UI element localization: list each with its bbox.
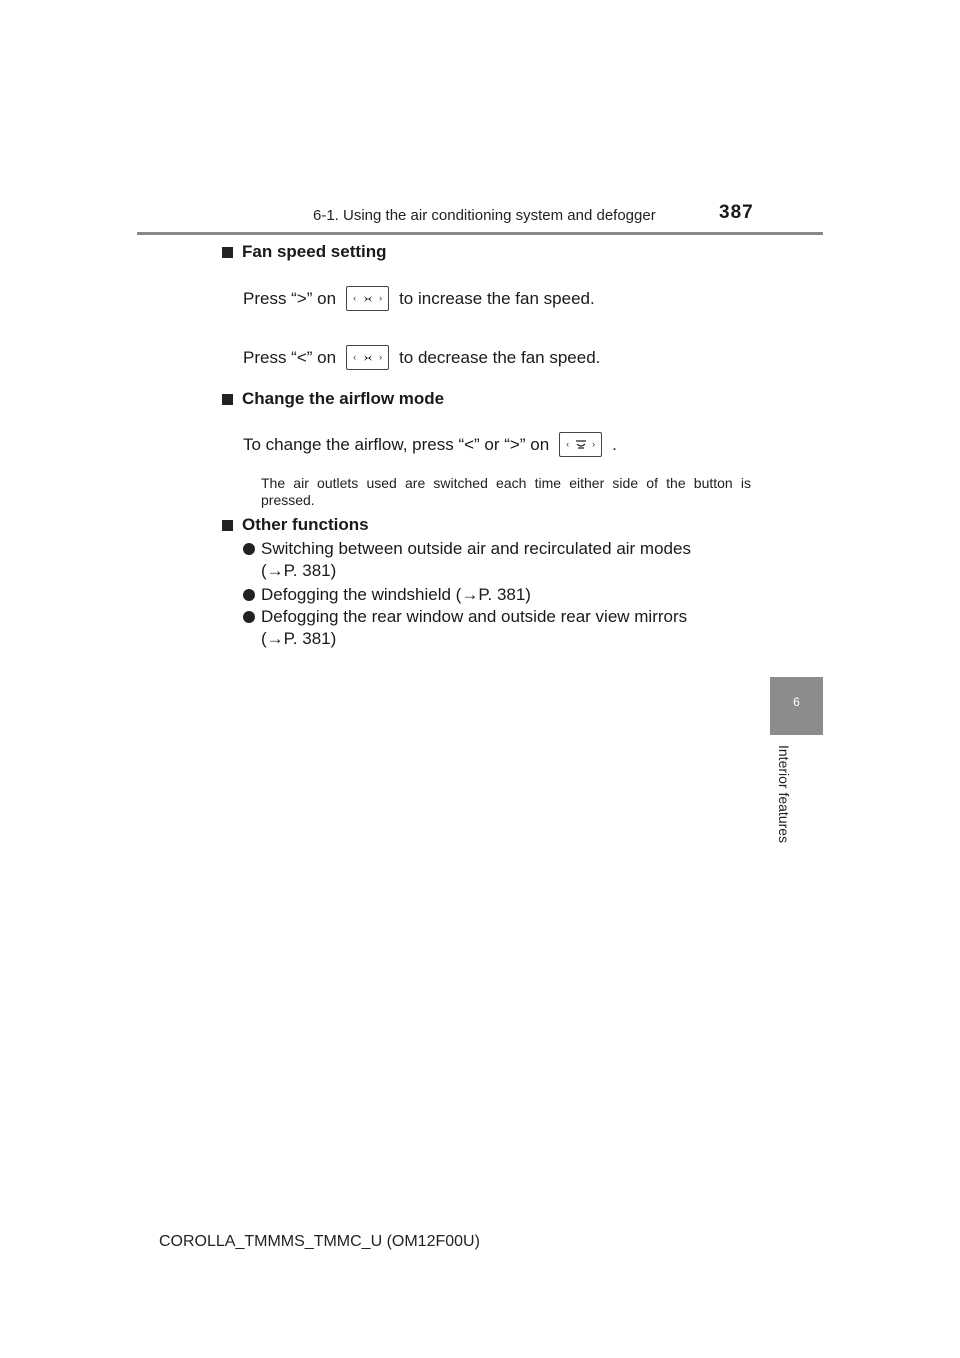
square-bullet-icon	[222, 394, 233, 405]
airflow-heading	[222, 389, 444, 409]
list-item-text: Defogging the windshield (→P. 381)	[261, 585, 531, 604]
airflow-instruction-line	[243, 432, 617, 457]
fan-increase-line	[243, 286, 595, 311]
airflow-instruction-after: .	[612, 434, 617, 454]
list-item-text: Defogging the rear window and outside rear view mirrors	[261, 607, 688, 626]
list-item	[243, 607, 687, 627]
list-item	[243, 539, 691, 559]
chevron-right-icon: ›	[379, 352, 383, 362]
fan-icon	[363, 295, 373, 303]
fan-icon	[363, 354, 373, 362]
airflow-heading-text: Change the airflow mode	[242, 389, 445, 408]
other-functions-heading-text: Other functions	[242, 515, 369, 534]
fan-speed-button-icon	[346, 345, 389, 370]
header-divider	[137, 232, 823, 235]
fan-decrease-line	[243, 345, 600, 370]
list-item-text: Switching between outside air and recirculated air modes	[261, 539, 691, 558]
fan-increase-after: to increase the fan speed.	[399, 288, 595, 308]
document-code: COROLLA_TMMMS_TMMC_U (OM12F00U)	[159, 1233, 480, 1250]
chevron-left-icon: ‹	[353, 293, 357, 303]
chevron-left-icon: ‹	[566, 439, 570, 449]
square-bullet-icon	[222, 520, 233, 531]
airflow-icon	[574, 439, 588, 450]
chevron-left-icon: ‹	[353, 352, 357, 362]
chevron-right-icon: ›	[592, 439, 596, 449]
airflow-note: The air outlets used are switched each time either side of the button is pressed.	[261, 475, 751, 508]
airflow-mode-button-icon	[559, 432, 602, 457]
fan-speed-heading-text: Fan speed setting	[242, 242, 387, 261]
airflow-instruction-before: To change the airflow, press “<” or “>” on	[243, 434, 550, 454]
fan-increase-before: Press “>” on	[243, 288, 337, 308]
bullet-dot-icon	[243, 611, 255, 623]
section-title: 6-1. Using the air conditioning system and defogger	[313, 207, 656, 224]
list-item	[243, 585, 531, 605]
fan-decrease-before: Press “<” on	[243, 347, 337, 367]
bullet-dot-icon	[243, 589, 255, 601]
chevron-right-icon: ›	[379, 293, 383, 303]
fan-decrease-after: to decrease the fan speed.	[399, 347, 601, 367]
chapter-number: 6	[793, 695, 800, 709]
other-functions-heading	[222, 515, 369, 535]
page-reference: (→P. 381)	[261, 629, 337, 648]
page-reference: (→P. 381)	[261, 561, 337, 580]
bullet-dot-icon	[243, 543, 255, 555]
chapter-title: Interior features	[776, 745, 792, 844]
fan-speed-heading	[222, 242, 387, 262]
page-number: 387	[719, 202, 754, 223]
fan-speed-button-icon	[346, 286, 389, 311]
chapter-tab	[770, 677, 823, 735]
square-bullet-icon	[222, 247, 233, 258]
